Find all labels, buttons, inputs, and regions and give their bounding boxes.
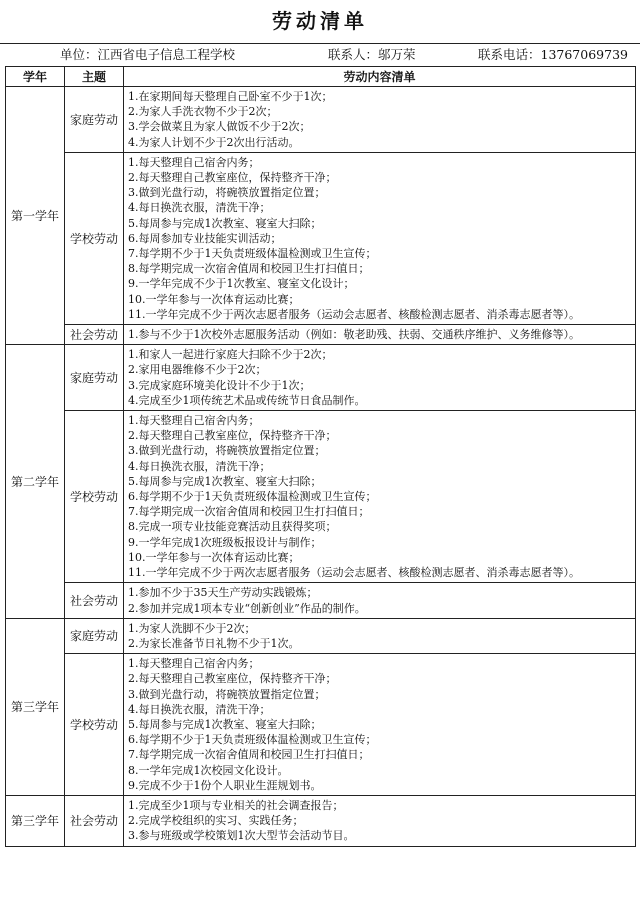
table-header-row xyxy=(6,67,636,87)
list-item: 8.每学期完成一次宿舍值周和校园卫生打扫值日； xyxy=(128,262,370,276)
table-row xyxy=(6,152,636,324)
list-item: 5.每周参与完成1次教室、寝室大扫除； xyxy=(128,474,322,488)
list-item: 4.完成至少1项传统艺术品或传统节日食品制作。 xyxy=(128,393,366,407)
topic-cell: 学校劳动 xyxy=(65,411,124,583)
list-item: 4.每日换洗衣服，清洗干净； xyxy=(128,702,271,716)
content-cell xyxy=(124,583,636,618)
list-item: 7.每学期完成一次宿舍值周和校园卫生打扫值日； xyxy=(128,505,370,519)
list-item: 6.每学期不少于1天负责班级体温检测或卫生宣传； xyxy=(128,733,377,747)
content-cell xyxy=(124,795,636,846)
list-item: 2.每天整理自己教室座位，保持整齐干净； xyxy=(128,672,337,686)
topic-cell: 家庭劳动 xyxy=(65,618,124,653)
list-item: 1.每天整理自己宿舍内务； xyxy=(128,155,260,169)
content-cell xyxy=(124,87,636,153)
year-cell: 第三学年 xyxy=(6,618,65,795)
list-item: 1.和家人一起进行家庭大扫除不少于2次； xyxy=(128,348,333,362)
list-item: 9.一学年完成不少于1次教室、寝室文化设计； xyxy=(128,277,355,291)
table-row xyxy=(6,325,636,345)
header-topic: 主题 xyxy=(65,67,124,87)
list-item: 4.为家人计划不少于2次出行活动。 xyxy=(128,135,300,149)
list-item: 9.完成不少于1份个人职业生涯规划书。 xyxy=(128,778,322,792)
phone-label: 联系电话：13767069739 xyxy=(478,47,628,62)
list-item: 8.完成一项专业技能竞赛活动且获得奖项； xyxy=(128,520,337,534)
list-item: 3.做到光盘行动，将碗筷放置指定位置； xyxy=(128,687,326,701)
table-row xyxy=(6,654,636,796)
labor-table xyxy=(5,66,636,847)
list-item: 7.每学期完成一次宿舍值周和校园卫生打扫值日； xyxy=(128,748,370,762)
list-item: 2.参加并完成1项本专业“创新创业”作品的制作。 xyxy=(128,601,366,615)
info-row xyxy=(0,43,640,66)
topic-cell: 社会劳动 xyxy=(65,583,124,618)
table-row xyxy=(6,345,636,411)
header-year: 学年 xyxy=(6,67,65,87)
list-item: 3.做到光盘行动，将碗筷放置指定位置； xyxy=(128,444,326,458)
year-cell: 第三学年 xyxy=(6,795,65,846)
list-item: 6.每学期不少于1天负责班级体温检测或卫生宣传； xyxy=(128,490,377,504)
list-item: 3.参与班级或学校策划1次大型节会活动节目。 xyxy=(128,829,355,843)
topic-cell: 社会劳动 xyxy=(65,795,124,846)
table-body xyxy=(6,87,636,847)
page-title: 劳动清单 xyxy=(272,9,368,33)
table-row xyxy=(6,583,636,618)
list-item: 1.在家期间每天整理自己卧室不少于1次； xyxy=(128,90,333,103)
unit-label: 单位：江西省电子信息工程学校 xyxy=(60,47,236,62)
list-item: 8.一学年完成1次校园文化设计。 xyxy=(128,763,289,777)
list-item: 1.完成至少1项与专业相关的社会调查报告； xyxy=(128,798,344,812)
list-item: 2.完成学校组织的实习、实践任务； xyxy=(128,814,304,828)
list-item: 4.每日换洗衣服，清洗干净； xyxy=(128,459,271,473)
list-item: 11.一学年完成不少于两次志愿者服务（运动会志愿者、核酸检测志愿者、消杀毒志愿者等）。 xyxy=(128,307,580,321)
content-cell xyxy=(124,411,636,583)
content-cell xyxy=(124,654,636,796)
list-item: 3.学会做菜且为家人做饭不少于2次； xyxy=(128,120,311,134)
list-item: 7.每学期不少于1天负责班级体温检测或卫生宣传； xyxy=(128,247,377,261)
header-content: 劳动内容清单 xyxy=(124,67,636,87)
topic-cell: 社会劳动 xyxy=(65,325,124,345)
list-item: 3.完成家庭环境美化设计不少于1次； xyxy=(128,378,311,392)
topic-cell: 家庭劳动 xyxy=(65,345,124,411)
list-item: 2.为家人手洗衣物不少于2次； xyxy=(128,105,278,119)
content-cell xyxy=(124,618,636,653)
list-item: 5.每周参与完成1次教室、寝室大扫除； xyxy=(128,216,322,230)
year-cell: 第一学年 xyxy=(6,87,65,345)
content-cell xyxy=(124,325,636,345)
table-row xyxy=(6,618,636,653)
table-row xyxy=(6,87,636,153)
contact-label: 联系人：邬万荣 xyxy=(328,47,416,62)
list-item: 2.每天整理自己教室座位，保持整齐干净； xyxy=(128,171,337,185)
list-item: 1.参与不少于1次校外志愿服务活动（例如：敬老助残、扶弱、交通秩序维护、义务维修等）。 xyxy=(128,328,580,342)
list-item: 9.一学年完成1次班级板报设计与制作； xyxy=(128,535,322,549)
content-cell xyxy=(124,152,636,324)
list-item: 1.每天整理自己宿舍内务； xyxy=(128,414,260,428)
list-item: 6.每周参加专业技能实训活动； xyxy=(128,231,282,245)
list-item: 5.每周参与完成1次教室、寝室大扫除； xyxy=(128,717,322,731)
list-item: 2.家用电器维修不少于2次； xyxy=(128,363,267,377)
list-item: 2.每天整理自己教室座位，保持整齐干净； xyxy=(128,429,337,443)
list-item: 10.一学年参与一次体育运动比赛； xyxy=(128,292,300,306)
list-item: 3.做到光盘行动，将碗筷放置指定位置； xyxy=(128,186,326,200)
list-item: 11.一学年完成不少于两次志愿者服务（运动会志愿者、核酸检测志愿者、消杀毒志愿者等）。 xyxy=(128,566,580,580)
list-item: 10.一学年参与一次体育运动比赛； xyxy=(128,550,300,564)
content-cell xyxy=(124,345,636,411)
list-item: 1.参加不少于35天生产劳动实践锻炼； xyxy=(128,586,318,600)
table-row xyxy=(6,795,636,846)
list-item: 2.为家长准备节日礼物不少于1次。 xyxy=(128,636,300,650)
list-item: 1.每天整理自己宿舍内务； xyxy=(128,657,260,671)
topic-cell: 学校劳动 xyxy=(65,654,124,796)
topic-cell: 学校劳动 xyxy=(65,152,124,324)
list-item: 4.每日换洗衣服，清洗干净； xyxy=(128,201,271,215)
list-item: 1.为家人洗脚不少于2次； xyxy=(128,621,256,635)
table-row xyxy=(6,411,636,583)
year-cell: 第二学年 xyxy=(6,345,65,618)
topic-cell: 家庭劳动 xyxy=(65,87,124,153)
